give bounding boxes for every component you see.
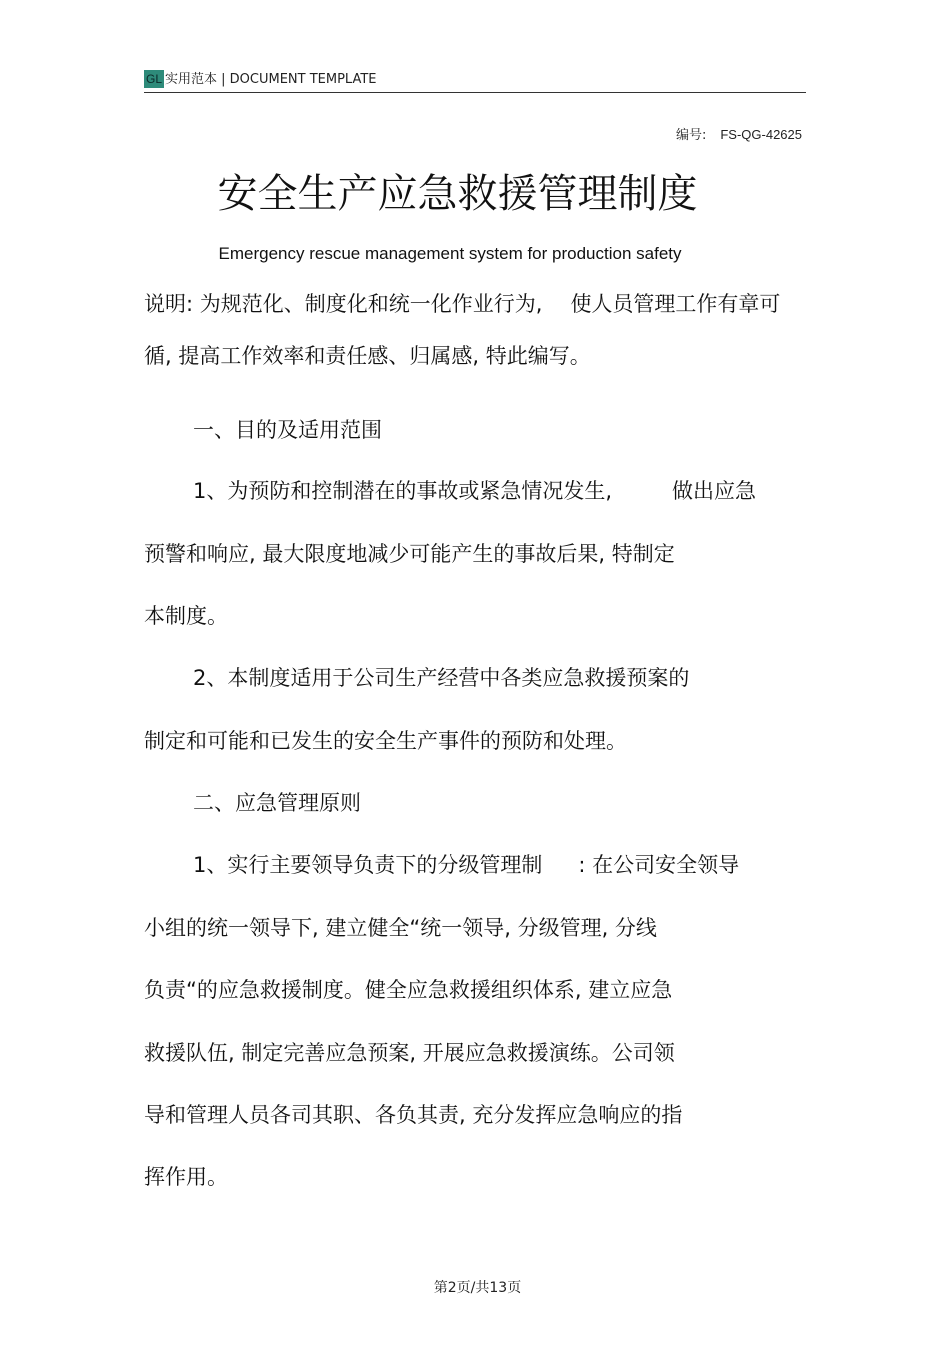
paragraph-2-1-line-6: 挥作用。	[144, 1165, 228, 1189]
page-indicator: 第2页/共13页	[433, 1280, 522, 1296]
paragraph-1-2-line-2: 制定和可能和已发生的安全生产事件的预防和处理。	[144, 729, 627, 753]
paragraph-2-1-line-1	[193, 850, 739, 880]
document-title: 安全生产应急救援管理制度	[217, 171, 698, 217]
section-heading-2: 二、应急管理原则	[193, 791, 361, 815]
document-number	[676, 126, 802, 145]
page-header	[144, 70, 806, 93]
paragraph-1-1-line-1	[193, 476, 756, 506]
paragraph-2-1-line-2: 小组的统一领导下, 建立健全“统一领导, 分级管理, 分线	[144, 916, 657, 940]
note-line-2: 循, 提高工作效率和责任感、归属感, 特此编写。	[144, 344, 591, 368]
brand-logo: GL	[145, 72, 162, 86]
note-line-1-part-a: 说明: 为规范化、制度化和统一化作业行为,	[144, 292, 543, 316]
section-heading-1: 一、目的及适用范围	[193, 418, 382, 442]
note-line-1-part-b: 使人员管理工作有章可	[570, 292, 781, 316]
document-number-label: 编号:	[675, 128, 707, 143]
paragraph-2-1-line-5: 导和管理人员各司其职、各负其责, 充分发挥应急响应的指	[144, 1103, 683, 1127]
paragraph-1-1-part-a: 1、为预防和控制潜在的事故或紧急情况发生,	[193, 479, 613, 503]
paragraph-2-1-line-4: 救援队伍, 制定完善应急预案, 开展应急救援演练。公司领	[144, 1041, 675, 1065]
document-subtitle: Emergency rescue management system for production safety	[218, 244, 682, 263]
paragraph-2-1-line-3: 负责“的应急救援制度。健全应急救援组织体系, 建立应急	[144, 978, 673, 1002]
paragraph-1-1-line-3: 本制度。	[144, 604, 228, 628]
paragraph-1-1-line-2: 预警和响应, 最大限度地减少可能产生的事故后果, 特制定	[144, 542, 675, 566]
paragraph-2-1-part-a: 1、实行主要领导负责下的分级管理制	[193, 853, 543, 877]
header-brand-text: 实用范本 | DOCUMENT TEMPLATE	[165, 72, 377, 87]
document-number-value: FS-QG-42625	[720, 127, 802, 142]
paragraph-1-1-part-b: 做出应急	[672, 479, 757, 503]
note-line-1	[144, 289, 780, 319]
paragraph-2-1-part-b: : 在公司安全领导	[578, 853, 740, 877]
paragraph-1-2-line-1: 2、本制度适用于公司生产经营中各类应急救援预案的	[193, 666, 690, 690]
